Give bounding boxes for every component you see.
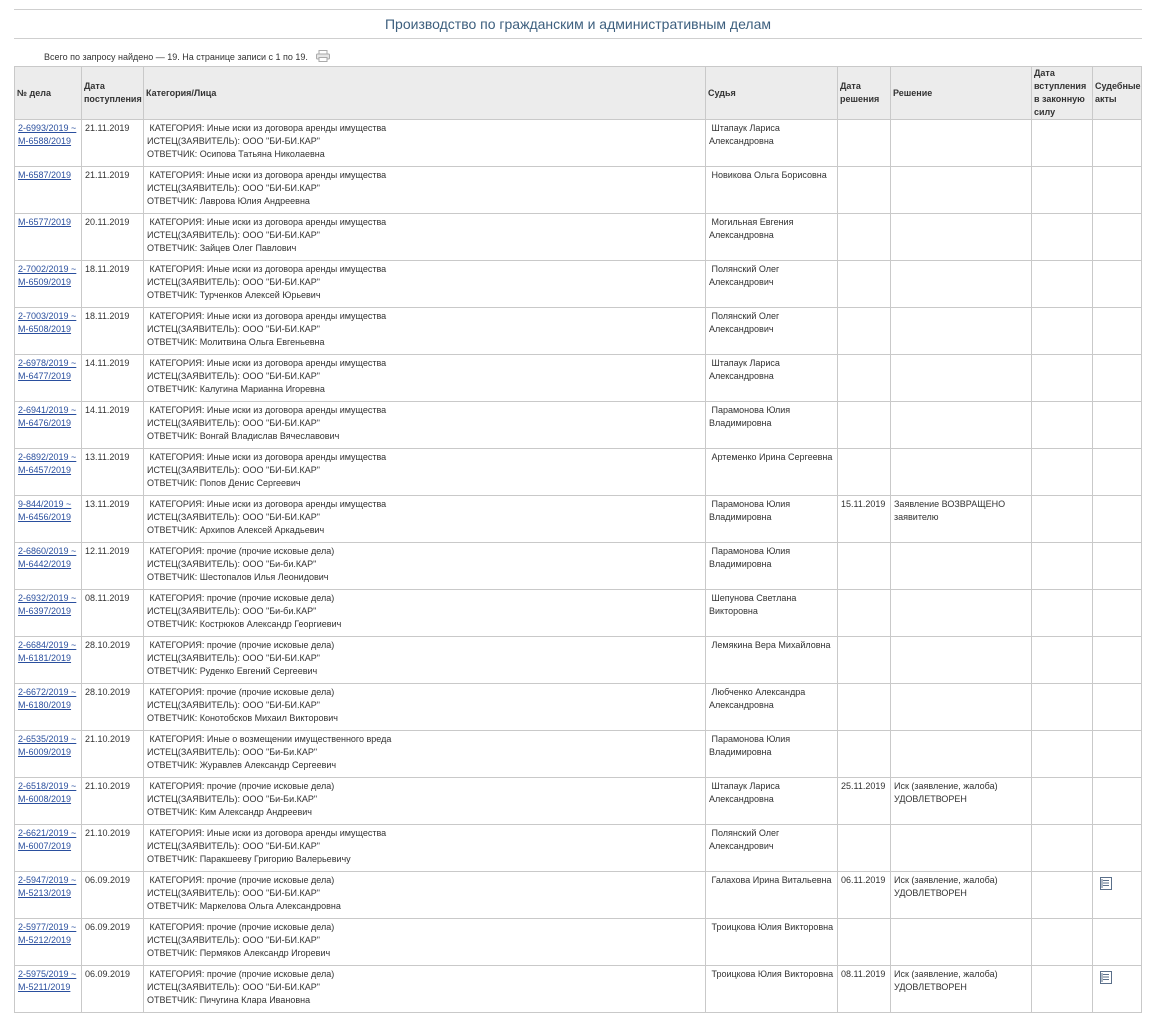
decision-cell: Иск (заявление, жалоба) УДОВЛЕТВОРЕН: [891, 872, 1032, 919]
case-number-link[interactable]: М-6577/2019: [18, 217, 72, 227]
table-row: [15, 120, 1142, 167]
case-number-link[interactable]: 2-5947/2019 ~ М-5213/2019: [18, 875, 77, 898]
court-acts-cell: [1093, 684, 1142, 731]
category-text: КАТЕГОРИЯ: Иные иски из договора аренды имущества: [147, 217, 387, 227]
received-date-cell: 28.10.2019: [82, 637, 144, 684]
defendant-text: ОТВЕТЧИК: Зайцев Олег Павлович: [147, 243, 297, 253]
case-number-link[interactable]: 2-6941/2019 ~ М-6476/2019: [18, 405, 77, 428]
case-number-link[interactable]: 2-6892/2019 ~ М-6457/2019: [18, 452, 77, 475]
decision-date-cell: 25.11.2019: [838, 778, 891, 825]
decision-date-cell: 08.11.2019: [838, 966, 891, 1013]
case-number-cell: [15, 261, 82, 308]
effective-date-cell: [1032, 966, 1093, 1013]
decision-date-cell: [838, 590, 891, 637]
received-date-cell: 08.11.2019: [82, 590, 144, 637]
case-number-link[interactable]: 2-5975/2019 ~ М-5211/2019: [18, 969, 77, 992]
category-text: КАТЕГОРИЯ: Иные иски из договора аренды имущества: [147, 170, 387, 180]
case-number-link[interactable]: 2-6518/2019 ~ М-6008/2019: [18, 781, 77, 804]
decision-cell: [891, 308, 1032, 355]
case-number-cell: [15, 966, 82, 1013]
plaintiff-text: ИСТЕЦ(ЗАЯВИТЕЛЬ): ООО "БИ-БИ.КАР": [147, 841, 320, 851]
table-row: [15, 167, 1142, 214]
received-date-cell: 13.11.2019: [82, 449, 144, 496]
court-acts-cell: [1093, 637, 1142, 684]
judge-cell: Парамонова Юлия Владимировна: [706, 402, 838, 449]
plaintiff-text: ИСТЕЦ(ЗАЯВИТЕЛЬ): ООО "Би-би.КАР": [147, 559, 317, 569]
case-number-cell: [15, 637, 82, 684]
defendant-text: ОТВЕТЧИК: Паракшееву Григорию Валерьевичу: [147, 854, 351, 864]
decision-date-cell: [838, 308, 891, 355]
decision-cell: [891, 543, 1032, 590]
category-text: КАТЕГОРИЯ: Иные иски из договора аренды имущества: [147, 828, 387, 838]
plaintiff-text: ИСТЕЦ(ЗАЯВИТЕЛЬ): ООО "БИ-БИ.КАР": [147, 700, 320, 710]
decision-cell: [891, 825, 1032, 872]
defendant-text: ОТВЕТЧИК: Ким Александр Андреевич: [147, 807, 312, 817]
received-date-cell: 21.10.2019: [82, 825, 144, 872]
case-number-link[interactable]: 2-6978/2019 ~ М-6477/2019: [18, 358, 77, 381]
decision-date-cell: [838, 684, 891, 731]
received-date-cell: 21.10.2019: [82, 778, 144, 825]
plaintiff-text: ИСТЕЦ(ЗАЯВИТЕЛЬ): ООО "БИ-БИ.КАР": [147, 136, 320, 146]
top-divider: [14, 9, 1142, 10]
header-court-acts[interactable]: Судебные акты: [1093, 67, 1142, 120]
category-text: КАТЕГОРИЯ: прочие (прочие исковые дела): [147, 922, 335, 932]
header-category[interactable]: Категория/Лица: [144, 67, 706, 120]
plaintiff-text: ИСТЕЦ(ЗАЯВИТЕЛЬ): ООО "Би-би.КАР": [147, 606, 317, 616]
effective-date-cell: [1032, 496, 1093, 543]
received-date-cell: 28.10.2019: [82, 684, 144, 731]
document-icon[interactable]: [1100, 877, 1112, 894]
decision-date-cell: [838, 214, 891, 261]
plaintiff-text: ИСТЕЦ(ЗАЯВИТЕЛЬ): ООО "БИ-БИ.КАР": [147, 324, 320, 334]
effective-date-cell: [1032, 919, 1093, 966]
received-date-cell: 12.11.2019: [82, 543, 144, 590]
decision-date-cell: [838, 731, 891, 778]
table-row: [15, 543, 1142, 590]
decision-cell: Заявление ВОЗВРАЩЕНО заявителю: [891, 496, 1032, 543]
defendant-text: ОТВЕТЧИК: Осипова Татьяна Николаевна: [147, 149, 325, 159]
judge-cell: Полянский Олег Александрович: [706, 308, 838, 355]
case-number-link[interactable]: 2-6672/2019 ~ М-6180/2019: [18, 687, 77, 710]
category-text: КАТЕГОРИЯ: Иные о возмещении имущественного вреда: [147, 734, 392, 744]
decision-date-cell: 15.11.2019: [838, 496, 891, 543]
decision-cell: [891, 261, 1032, 308]
effective-date-cell: [1032, 731, 1093, 778]
decision-cell: [891, 684, 1032, 731]
category-cell: [144, 778, 706, 825]
cases-table: [14, 66, 1142, 1013]
effective-date-cell: [1032, 120, 1093, 167]
judge-cell: Штапаук Лариса Александровна: [706, 778, 838, 825]
defendant-text: ОТВЕТЧИК: Пермяков Александр Игоревич: [147, 948, 331, 958]
table-row: [15, 637, 1142, 684]
plaintiff-text: ИСТЕЦ(ЗАЯВИТЕЛЬ): ООО "БИ-БИ.КАР": [147, 888, 320, 898]
table-row: [15, 778, 1142, 825]
court-acts-cell: [1093, 496, 1142, 543]
category-text: КАТЕГОРИЯ: прочие (прочие исковые дела): [147, 687, 335, 697]
decision-cell: [891, 355, 1032, 402]
defendant-text: ОТВЕТЧИК: Турченков Алексей Юрьевич: [147, 290, 321, 300]
plaintiff-text: ИСТЕЦ(ЗАЯВИТЕЛЬ): ООО "БИ-БИ.КАР": [147, 371, 320, 381]
print-icon[interactable]: [316, 50, 330, 64]
plaintiff-text: ИСТЕЦ(ЗАЯВИТЕЛЬ): ООО "БИ-БИ.КАР": [147, 935, 320, 945]
plaintiff-text: ИСТЕЦ(ЗАЯВИТЕЛЬ): ООО "БИ-БИ.КАР": [147, 982, 320, 992]
decision-cell: [891, 731, 1032, 778]
plaintiff-text: ИСТЕЦ(ЗАЯВИТЕЛЬ): ООО "БИ-БИ.КАР": [147, 418, 320, 428]
defendant-text: ОТВЕТЧИК: Молитвина Ольга Евгеньевна: [147, 337, 325, 347]
decision-date-cell: [838, 919, 891, 966]
case-number-cell: [15, 496, 82, 543]
decision-date-cell: [838, 355, 891, 402]
court-acts-cell: [1093, 355, 1142, 402]
case-number-cell: [15, 872, 82, 919]
case-number-cell: [15, 825, 82, 872]
received-date-cell: 20.11.2019: [82, 214, 144, 261]
effective-date-cell: [1032, 449, 1093, 496]
category-cell: [144, 308, 706, 355]
received-date-cell: 18.11.2019: [82, 261, 144, 308]
judge-cell: Парамонова Юлия Владимировна: [706, 543, 838, 590]
defendant-text: ОТВЕТЧИК: Калугина Марианна Игоревна: [147, 384, 325, 394]
results-summary: [44, 50, 330, 64]
plaintiff-text: ИСТЕЦ(ЗАЯВИТЕЛЬ): ООО "БИ-БИ.КАР": [147, 230, 320, 240]
category-cell: [144, 449, 706, 496]
court-acts-cell: [1093, 778, 1142, 825]
case-number-link[interactable]: 2-6932/2019 ~ М-6397/2019: [18, 593, 77, 616]
defendant-text: ОТВЕТЧИК: Пичугина Клара Ивановна: [147, 995, 311, 1005]
category-text: КАТЕГОРИЯ: Иные иски из договора аренды имущества: [147, 358, 387, 368]
received-date-cell: 13.11.2019: [82, 496, 144, 543]
table-row: [15, 402, 1142, 449]
category-cell: [144, 966, 706, 1013]
plaintiff-text: ИСТЕЦ(ЗАЯВИТЕЛЬ): ООО "БИ-БИ.КАР": [147, 183, 320, 193]
case-number-cell: [15, 355, 82, 402]
case-number-link[interactable]: 2-6860/2019 ~ М-6442/2019: [18, 546, 77, 569]
judge-cell: Троицкова Юлия Викторовна: [706, 919, 838, 966]
table-row: [15, 308, 1142, 355]
category-cell: [144, 402, 706, 449]
defendant-text: ОТВЕТЧИК: Маркелова Ольга Александровна: [147, 901, 341, 911]
received-date-cell: 14.11.2019: [82, 355, 144, 402]
effective-date-cell: [1032, 543, 1093, 590]
case-number-link[interactable]: 9-844/2019 ~ М-6456/2019: [18, 499, 72, 522]
court-acts-cell: [1093, 543, 1142, 590]
case-number-cell: [15, 590, 82, 637]
received-date-cell: 14.11.2019: [82, 402, 144, 449]
category-text: КАТЕГОРИЯ: Иные иски из договора аренды имущества: [147, 499, 387, 509]
category-text: КАТЕГОРИЯ: Иные иски из договора аренды имущества: [147, 264, 387, 274]
category-cell: [144, 120, 706, 167]
category-text: КАТЕГОРИЯ: прочие (прочие исковые дела): [147, 781, 335, 791]
table-row: [15, 449, 1142, 496]
case-number-link[interactable]: М-6587/2019: [18, 170, 72, 180]
case-number-link[interactable]: 2-6993/2019 ~ М-6588/2019: [18, 123, 77, 146]
decision-date-cell: [838, 120, 891, 167]
court-acts-cell: [1093, 167, 1142, 214]
case-number-cell: [15, 449, 82, 496]
category-text: КАТЕГОРИЯ: Иные иски из договора аренды имущества: [147, 311, 387, 321]
court-acts-cell: [1093, 449, 1142, 496]
received-date-cell: 21.11.2019: [82, 120, 144, 167]
court-acts-cell: [1093, 731, 1142, 778]
table-row: [15, 355, 1142, 402]
case-number-cell: [15, 402, 82, 449]
category-text: КАТЕГОРИЯ: прочие (прочие исковые дела): [147, 969, 335, 979]
category-cell: [144, 496, 706, 543]
effective-date-cell: [1032, 825, 1093, 872]
effective-date-cell: [1032, 402, 1093, 449]
category-cell: [144, 543, 706, 590]
effective-date-cell: [1032, 872, 1093, 919]
case-number-cell: [15, 308, 82, 355]
table-row: [15, 919, 1142, 966]
case-number-link[interactable]: 2-6684/2019 ~ М-6181/2019: [18, 640, 77, 663]
effective-date-cell: [1032, 167, 1093, 214]
judge-cell: Могильная Евгения Александровна: [706, 214, 838, 261]
court-acts-cell: [1093, 308, 1142, 355]
judge-cell: Любченко Александра Александровна: [706, 684, 838, 731]
effective-date-cell: [1032, 637, 1093, 684]
case-number-cell: [15, 778, 82, 825]
category-text: КАТЕГОРИЯ: Иные иски из договора аренды имущества: [147, 405, 387, 415]
category-cell: [144, 637, 706, 684]
decision-date-cell: 06.11.2019: [838, 872, 891, 919]
decision-cell: [891, 214, 1032, 261]
court-acts-cell: [1093, 402, 1142, 449]
plaintiff-text: ИСТЕЦ(ЗАЯВИТЕЛЬ): ООО "Би-Би.КАР": [147, 747, 318, 757]
table-row: [15, 825, 1142, 872]
case-number-cell: [15, 214, 82, 261]
category-cell: [144, 684, 706, 731]
plaintiff-text: ИСТЕЦ(ЗАЯВИТЕЛЬ): ООО "БИ-БИ.КАР": [147, 653, 320, 663]
decision-cell: [891, 590, 1032, 637]
judge-cell: Полянский Олег Александрович: [706, 825, 838, 872]
defendant-text: ОТВЕТЧИК: Попов Денис Сергеевич: [147, 478, 301, 488]
judge-cell: Галахова Ирина Витальевна: [706, 872, 838, 919]
header-judge[interactable]: Судья: [706, 67, 838, 120]
category-cell: [144, 355, 706, 402]
plaintiff-text: ИСТЕЦ(ЗАЯВИТЕЛЬ): ООО "БИ-БИ.КАР": [147, 465, 320, 475]
defendant-text: ОТВЕТЧИК: Шестопалов Илья Леонидович: [147, 572, 329, 582]
decision-date-cell: [838, 167, 891, 214]
plaintiff-text: ИСТЕЦ(ЗАЯВИТЕЛЬ): ООО "Би-Би.КАР": [147, 794, 318, 804]
court-acts-cell: [1093, 120, 1142, 167]
case-number-cell: [15, 684, 82, 731]
category-text: КАТЕГОРИЯ: прочие (прочие исковые дела): [147, 875, 335, 885]
court-acts-cell: [1093, 872, 1142, 919]
decision-cell: [891, 919, 1032, 966]
court-acts-cell: [1093, 214, 1142, 261]
judge-cell: Артеменко Ирина Сергеевна: [706, 449, 838, 496]
header-received-date[interactable]: Дата поступления: [82, 67, 144, 120]
received-date-cell: 06.09.2019: [82, 966, 144, 1013]
category-text: КАТЕГОРИЯ: прочие (прочие исковые дела): [147, 593, 335, 603]
category-cell: [144, 167, 706, 214]
header-decision-date[interactable]: Дата решения: [838, 67, 891, 120]
judge-cell: Полянский Олег Александрович: [706, 261, 838, 308]
table-row: [15, 590, 1142, 637]
court-acts-cell: [1093, 261, 1142, 308]
page-title: Производство по гражданским и административным делам: [384, 16, 771, 32]
decision-cell: [891, 449, 1032, 496]
decision-date-cell: [838, 543, 891, 590]
effective-date-cell: [1032, 355, 1093, 402]
case-number-cell: [15, 919, 82, 966]
results-count-text: Всего по запросу найдено — 19. На странице записи с 1 по 19.: [44, 52, 308, 62]
table-row: [15, 496, 1142, 543]
decision-date-cell: [838, 402, 891, 449]
judge-cell: Троицкова Юлия Викторовна: [706, 966, 838, 1013]
category-text: КАТЕГОРИЯ: прочие (прочие исковые дела): [147, 546, 335, 556]
court-acts-cell: [1093, 825, 1142, 872]
effective-date-cell: [1032, 590, 1093, 637]
case-number-cell: [15, 543, 82, 590]
received-date-cell: 06.09.2019: [82, 919, 144, 966]
table-row: [15, 966, 1142, 1013]
defendant-text: ОТВЕТЧИК: Кострюков Александр Георгиевич: [147, 619, 342, 629]
judge-cell: Шепунова Светлана Викторовна: [706, 590, 838, 637]
decision-date-cell: [838, 825, 891, 872]
judge-cell: Штапаук Лариса Александровна: [706, 355, 838, 402]
effective-date-cell: [1032, 308, 1093, 355]
decision-date-cell: [838, 449, 891, 496]
defendant-text: ОТВЕТЧИК: Руденко Евгений Сергеевич: [147, 666, 318, 676]
judge-cell: Новикова Ольга Борисовна: [706, 167, 838, 214]
category-cell: [144, 261, 706, 308]
effective-date-cell: [1032, 214, 1093, 261]
category-cell: [144, 731, 706, 778]
court-acts-cell: [1093, 966, 1142, 1013]
defendant-text: ОТВЕТЧИК: Вонгай Владислав Вячеславович: [147, 431, 340, 441]
judge-cell: Лемякина Вера Михайловна: [706, 637, 838, 684]
plaintiff-text: ИСТЕЦ(ЗАЯВИТЕЛЬ): ООО "БИ-БИ.КАР": [147, 512, 320, 522]
category-text: КАТЕГОРИЯ: Иные иски из договора аренды имущества: [147, 452, 387, 462]
header-effective-date[interactable]: Дата вступления в законную силу: [1032, 67, 1093, 120]
category-cell: [144, 919, 706, 966]
decision-cell: Иск (заявление, жалоба) УДОВЛЕТВОРЕН: [891, 778, 1032, 825]
defendant-text: ОТВЕТЧИК: Журавлев Александр Сергеевич: [147, 760, 337, 770]
case-number-cell: [15, 120, 82, 167]
title-divider: [14, 38, 1142, 39]
decision-cell: [891, 637, 1032, 684]
effective-date-cell: [1032, 778, 1093, 825]
court-acts-cell: [1093, 919, 1142, 966]
judge-cell: Парамонова Юлия Владимировна: [706, 731, 838, 778]
table-header-row: [15, 67, 1142, 120]
received-date-cell: 06.09.2019: [82, 872, 144, 919]
case-number-link[interactable]: 2-7003/2019 ~ М-6508/2019: [18, 311, 77, 334]
table-row: [15, 872, 1142, 919]
case-number-cell: [15, 167, 82, 214]
defendant-text: ОТВЕТЧИК: Конотобсков Михаил Викторович: [147, 713, 338, 723]
category-cell: [144, 872, 706, 919]
judge-cell: Штапаук Лариса Александровна: [706, 120, 838, 167]
court-acts-cell: [1093, 590, 1142, 637]
category-cell: [144, 214, 706, 261]
case-number-link[interactable]: 2-6535/2019 ~ М-6009/2019: [18, 734, 77, 757]
category-text: КАТЕГОРИЯ: Иные иски из договора аренды имущества: [147, 123, 387, 133]
defendant-text: ОТВЕТЧИК: Архипов Алексей Аркадьевич: [147, 525, 325, 535]
case-number-link[interactable]: 2-7002/2019 ~ М-6509/2019: [18, 264, 77, 287]
document-icon[interactable]: [1100, 971, 1112, 988]
judge-cell: Парамонова Юлия Владимировна: [706, 496, 838, 543]
decision-cell: [891, 120, 1032, 167]
decision-cell: [891, 402, 1032, 449]
case-number-cell: [15, 731, 82, 778]
received-date-cell: 21.10.2019: [82, 731, 144, 778]
effective-date-cell: [1032, 684, 1093, 731]
received-date-cell: 18.11.2019: [82, 308, 144, 355]
effective-date-cell: [1032, 261, 1093, 308]
decision-cell: [891, 167, 1032, 214]
table-row: [15, 214, 1142, 261]
decision-date-cell: [838, 261, 891, 308]
category-cell: [144, 825, 706, 872]
defendant-text: ОТВЕТЧИК: Лаврова Юлия Андреевна: [147, 196, 310, 206]
header-case-number[interactable]: № дела: [15, 67, 82, 120]
category-text: КАТЕГОРИЯ: прочие (прочие исковые дела): [147, 640, 335, 650]
decision-cell: Иск (заявление, жалоба) УДОВЛЕТВОРЕН: [891, 966, 1032, 1013]
category-cell: [144, 590, 706, 637]
case-number-link[interactable]: 2-6621/2019 ~ М-6007/2019: [18, 828, 77, 851]
table-row: [15, 261, 1142, 308]
case-number-link[interactable]: 2-5977/2019 ~ М-5212/2019: [18, 922, 77, 945]
table-row: [15, 684, 1142, 731]
header-decision[interactable]: Решение: [891, 67, 1032, 120]
decision-date-cell: [838, 637, 891, 684]
table-row: [15, 731, 1142, 778]
received-date-cell: 21.11.2019: [82, 167, 144, 214]
plaintiff-text: ИСТЕЦ(ЗАЯВИТЕЛЬ): ООО "БИ-БИ.КАР": [147, 277, 320, 287]
